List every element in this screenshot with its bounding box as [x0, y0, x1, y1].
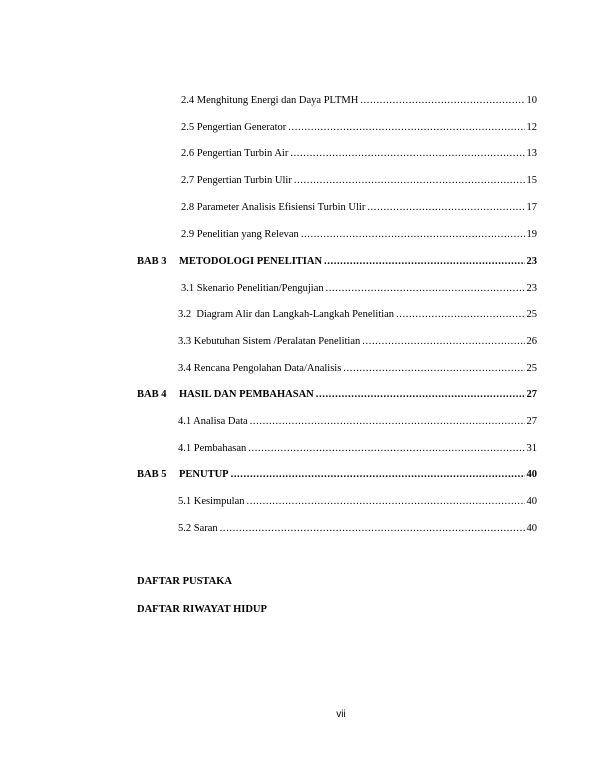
- toc-entry-label: 4.1 Analisa Data: [178, 416, 248, 427]
- toc-chapter-label: [137, 388, 315, 402]
- toc-leader-dots: [343, 362, 524, 376]
- toc-leader-dots: [231, 468, 525, 482]
- toc-entry-5-1[interactable]: [178, 495, 537, 509]
- toc-entry-page: 25: [526, 309, 537, 320]
- toc-entry-label: 2.8 Parameter Analisis Efisiensi Turbin Ulir: [181, 202, 366, 213]
- toc-entry-5-2[interactable]: [178, 522, 537, 536]
- toc-chapter-label: [137, 255, 323, 269]
- toc-entry-page: 23: [526, 256, 537, 267]
- toc-entry-label: 3.3 Kebutuhan Sistem /Peralatan Penelitian: [178, 336, 361, 347]
- toc-entry-3-2[interactable]: [178, 308, 537, 322]
- toc-leader-dots: [301, 228, 525, 242]
- toc-entry-page: 25: [526, 363, 537, 374]
- toc-leader-dots: [288, 121, 524, 135]
- toc-entry-label: 2.9 Penelitian yang Relevan: [181, 229, 299, 240]
- toc-entry-2-7[interactable]: [181, 174, 537, 188]
- toc-entry-2-8[interactable]: [181, 201, 537, 215]
- toc-leader-dots: [396, 308, 524, 322]
- toc-leader-dots: [250, 415, 525, 429]
- toc-entry-2-6[interactable]: [181, 147, 537, 161]
- toc-entry-2-9[interactable]: [181, 228, 537, 242]
- toc-entry-page: 27: [526, 389, 537, 400]
- toc-entry-3-4[interactable]: [178, 362, 537, 376]
- toc-entry-page: 23: [526, 283, 537, 294]
- toc-entry-2-4[interactable]: [181, 94, 537, 108]
- toc-chapter-bab-3[interactable]: [137, 255, 537, 269]
- toc-entry-page: 40: [526, 523, 537, 534]
- toc-chapter-label: [137, 468, 230, 482]
- chapter-number: BAB 3: [137, 256, 167, 267]
- toc-entry-label: 3.1 Skenario Penelitian/Pengujian: [181, 283, 324, 294]
- toc-entry-label: 2.7 Pengertian Turbin Ulir: [181, 175, 292, 186]
- chapter-title: HASIL DAN PEMBAHASAN: [179, 389, 314, 400]
- toc-leader-dots: [316, 388, 525, 402]
- toc-entry-label: 2.6 Pengertian Turbin Air: [181, 148, 289, 159]
- toc-entry-page: 26: [526, 336, 537, 347]
- toc-entry-page: 40: [526, 469, 537, 480]
- toc-entry-label: 4.1 Pembahasan: [178, 443, 247, 454]
- toc-leader-dots: [294, 174, 525, 188]
- toc-entry-page: 13: [526, 148, 537, 159]
- toc-entry-4-1-analisa[interactable]: [178, 415, 537, 429]
- toc-leader-dots: [220, 522, 525, 536]
- toc-entry-page: 31: [526, 443, 537, 454]
- toc-leader-dots: [324, 255, 524, 269]
- toc-entry-page: 40: [526, 496, 537, 507]
- toc-entry-3-3[interactable]: [178, 335, 537, 349]
- heading-daftar-pustaka[interactable]: DAFTAR PUSTAKA: [137, 576, 232, 587]
- toc-entry-4-1-pembahasan[interactable]: [178, 442, 537, 456]
- chapter-title: METODOLOGI PENELITIAN: [179, 256, 323, 267]
- heading-daftar-riwayat-hidup[interactable]: DAFTAR RIWAYAT HIDUP: [137, 604, 267, 615]
- toc-entry-label: 3.2 Diagram Alir dan Langkah-Langkah Penelitian: [178, 309, 395, 320]
- chapter-title: PENUTUP: [179, 469, 229, 480]
- toc-entry-page: 15: [526, 175, 537, 186]
- toc-entry-label: 5.1 Kesimpulan: [178, 496, 245, 507]
- toc-leader-dots: [367, 201, 524, 215]
- toc-entry-3-1[interactable]: [181, 282, 537, 296]
- toc-entry-page: 12: [526, 122, 537, 133]
- toc-entry-page: 17: [526, 202, 537, 213]
- toc-entry-page: 27: [526, 416, 537, 427]
- toc-leader-dots: [290, 147, 524, 161]
- toc-chapter-bab-4[interactable]: [137, 388, 537, 402]
- page-number: vii: [336, 709, 346, 720]
- chapter-number: BAB 5: [137, 469, 167, 480]
- toc-leader-dots: [247, 495, 525, 509]
- toc-chapter-bab-5[interactable]: [137, 468, 537, 482]
- toc-entry-page: 10: [526, 95, 537, 106]
- toc-entry-2-5[interactable]: [181, 121, 537, 135]
- toc-leader-dots: [326, 282, 525, 296]
- toc-leader-dots: [360, 94, 524, 108]
- toc-entry-label: 3.4 Rencana Pengolahan Data/Analisis: [178, 363, 342, 374]
- toc-entry-label: 2.5 Pengertian Generator: [181, 122, 287, 133]
- toc-entry-page: 19: [526, 229, 537, 240]
- toc-entry-label: 5.2 Saran: [178, 523, 218, 534]
- toc-entry-label: 2.4 Menghitung Energi dan Daya PLTMH: [181, 95, 359, 106]
- toc-leader-dots: [362, 335, 524, 349]
- chapter-number: BAB 4: [137, 389, 167, 400]
- toc-leader-dots: [248, 442, 524, 456]
